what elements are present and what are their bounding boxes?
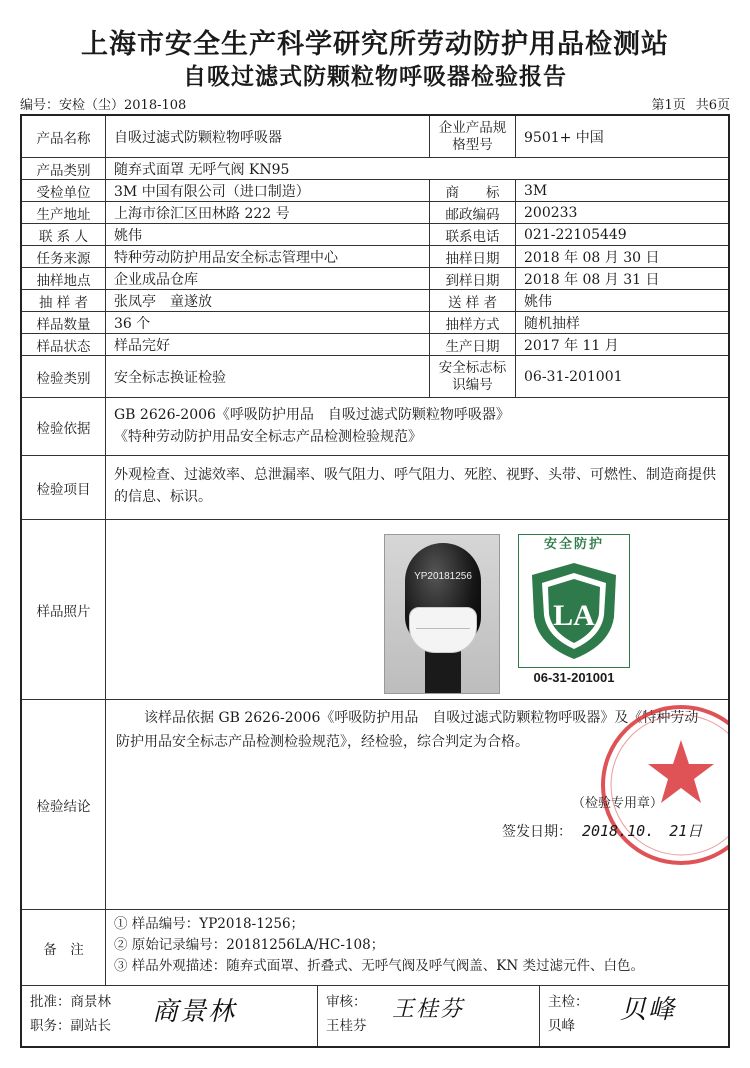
value-production-date: 2017 年 11 月 <box>524 337 619 354</box>
basis-line: 《特种劳动防护用品安全标志产品检测检验规范》 <box>114 429 422 445</box>
value-product-name: 自吸过滤式防颗粒物呼吸器 <box>106 116 430 157</box>
inspector-block: 主检： 贝峰 贝峰 <box>540 986 728 1046</box>
approver-position: 副站长 <box>70 1018 111 1034</box>
label-product-name: 产品名称 <box>22 116 106 157</box>
value-category: 随弃式面罩 无呼气阀 KN95 <box>114 161 290 178</box>
label-client: 受检单位 <box>22 180 106 201</box>
table-row <box>22 456 728 520</box>
respirator-mask <box>409 607 477 653</box>
conclusion-area <box>106 700 728 909</box>
la-logo-letters: LA <box>553 599 595 632</box>
approver-block: 批准：商景林 职务：副站长 商景林 <box>22 986 318 1046</box>
reviewer-name: 王桂芬 <box>326 1018 367 1034</box>
report-number: 编号：安检（尘）2018-108 <box>20 98 187 113</box>
table-row <box>22 224 728 246</box>
value-postcode: 200233 <box>524 204 578 221</box>
value-client: 3M 中国有限公司（进口制造） <box>106 180 430 201</box>
label-phone: 联系电话 <box>430 224 516 245</box>
report-title: 自吸过滤式防颗粒物呼吸器检验报告 <box>183 64 567 90</box>
table-row <box>22 158 728 180</box>
value-safety-mark-no: 06-31-201001 <box>524 368 623 385</box>
label-category: 产品类别 <box>22 158 106 179</box>
value-sampling-place: 企业成品仓库 <box>106 268 430 289</box>
sample-tag: YP20181256 <box>414 571 472 582</box>
seal-note: （检验专用章） <box>572 796 664 811</box>
value-basis <box>106 398 728 455</box>
table-row <box>22 398 728 456</box>
reviewer-block: 审核： 王桂芬 王桂芬 <box>318 986 540 1046</box>
label-task-source: 任务来源 <box>22 246 106 267</box>
remark-item: ③ 样品外观描述：随弃式面罩、折叠式、无呼气阀及呼气阀盖、KN 类过滤元件、白色。 <box>114 958 644 974</box>
shield-icon <box>526 559 622 663</box>
value-quantity: 36 个 <box>106 312 430 333</box>
signature-row <box>22 986 728 1046</box>
reviewer-signature: 王桂芬 <box>392 997 465 1022</box>
la-logo-title: 安全防护 <box>543 537 604 552</box>
table-row <box>22 910 728 986</box>
label-sampler: 抽 样 者 <box>22 290 106 311</box>
table-row <box>22 334 728 356</box>
value-model: 9501+ 中国 <box>524 129 604 146</box>
label-sampling-place: 抽样地点 <box>22 268 106 289</box>
sample-photo <box>384 534 500 694</box>
value-items: 外观检查、过滤效率、总泄漏率、吸气阻力、呼气阻力、死腔、视野、头带、可燃性、制造商提供的信息、标识。 <box>114 467 716 505</box>
la-safety-logo <box>518 534 630 668</box>
value-state: 样品完好 <box>106 334 430 355</box>
value-brand: 3M <box>524 182 548 199</box>
table-row <box>22 312 728 334</box>
label-postcode: 邮政编码 <box>430 202 516 223</box>
table-row <box>22 356 728 398</box>
issue-date <box>502 820 702 841</box>
table-row <box>22 520 728 700</box>
label-contact: 联 系 人 <box>22 224 106 245</box>
table-row <box>22 180 728 202</box>
label-arrival-date: 到样日期 <box>430 268 516 289</box>
inspection-seal-icon <box>596 700 728 870</box>
table-row <box>22 268 728 290</box>
conclusion-text: 该样品依据 GB 2626-2006《呼吸防护用品 自吸过滤式防颗粒物呼吸器》及《特种劳动防护用品安全标志产品检测检验规范》，经检验，综合判定为合格。 <box>116 710 699 750</box>
label-remarks: 备 注 <box>22 910 106 985</box>
issue-date-label: 签发日期： <box>502 824 572 840</box>
value-sampling-date: 2018 年 08 月 30 日 <box>524 249 660 266</box>
table-row <box>22 700 728 910</box>
label-sender: 送 样 者 <box>430 290 516 311</box>
label-quantity: 样品数量 <box>22 312 106 333</box>
issue-date-value: 2018.10. 21日 <box>582 822 703 840</box>
approver-name: 商景林 <box>70 994 111 1010</box>
table-row <box>22 290 728 312</box>
value-arrival-date: 2018 年 08 月 31 日 <box>524 271 660 288</box>
label-sampling-method: 抽样方式 <box>430 312 516 333</box>
value-sampler: 张凤亭 童遂放 <box>106 290 430 311</box>
report-table <box>20 114 730 1048</box>
value-address: 上海市徐汇区田林路 222 号 <box>106 202 430 223</box>
remark-item: ① 样品编号：YP2018-1256； <box>114 916 305 932</box>
table-row <box>22 202 728 224</box>
label-state: 样品状态 <box>22 334 106 355</box>
remarks-list <box>106 910 728 985</box>
value-inspection-type: 安全标志换证检验 <box>106 356 430 397</box>
page-indicator: 第1页 共6页 <box>651 98 730 113</box>
label-basis: 检验依据 <box>22 398 106 455</box>
remark-item: ② 原始记录编号：20181256LA/HC-108； <box>114 937 385 953</box>
value-sampling-method: 随机抽样 <box>524 315 580 332</box>
label-brand: 商 标 <box>430 180 516 201</box>
basis-line: GB 2626-2006《呼吸防护用品 自吸过滤式防颗粒物呼吸器》 <box>114 407 510 423</box>
value-contact: 姚伟 <box>106 224 430 245</box>
table-row <box>22 246 728 268</box>
label-sampling-date: 抽样日期 <box>430 246 516 267</box>
sample-photo-area <box>106 520 728 699</box>
label-model: 企业产品规格型号 <box>430 116 516 157</box>
inspector-name: 贝峰 <box>548 1018 575 1034</box>
approver-signature: 商景林 <box>152 997 237 1027</box>
label-address: 生产地址 <box>22 202 106 223</box>
label-items: 检验项目 <box>22 456 106 519</box>
institute-title: 上海市安全生产科学研究所劳动防护用品检测站 <box>81 29 669 60</box>
value-sender: 姚伟 <box>524 293 552 310</box>
label-photo: 样品照片 <box>22 520 106 699</box>
value-task-source: 特种劳动防护用品安全标志管理中心 <box>106 246 430 267</box>
report-meta <box>20 94 730 113</box>
label-inspection-type: 检验类别 <box>22 356 106 397</box>
value-phone: 021-22105449 <box>524 226 627 243</box>
label-safety-mark-no: 安全标志标识编号 <box>430 356 516 397</box>
inspector-signature: 贝峰 <box>620 995 677 1025</box>
label-conclusion: 检验结论 <box>22 700 106 909</box>
table-row <box>22 116 728 158</box>
la-logo-code: 06-31-201001 <box>533 670 615 685</box>
label-production-date: 生产日期 <box>430 334 516 355</box>
